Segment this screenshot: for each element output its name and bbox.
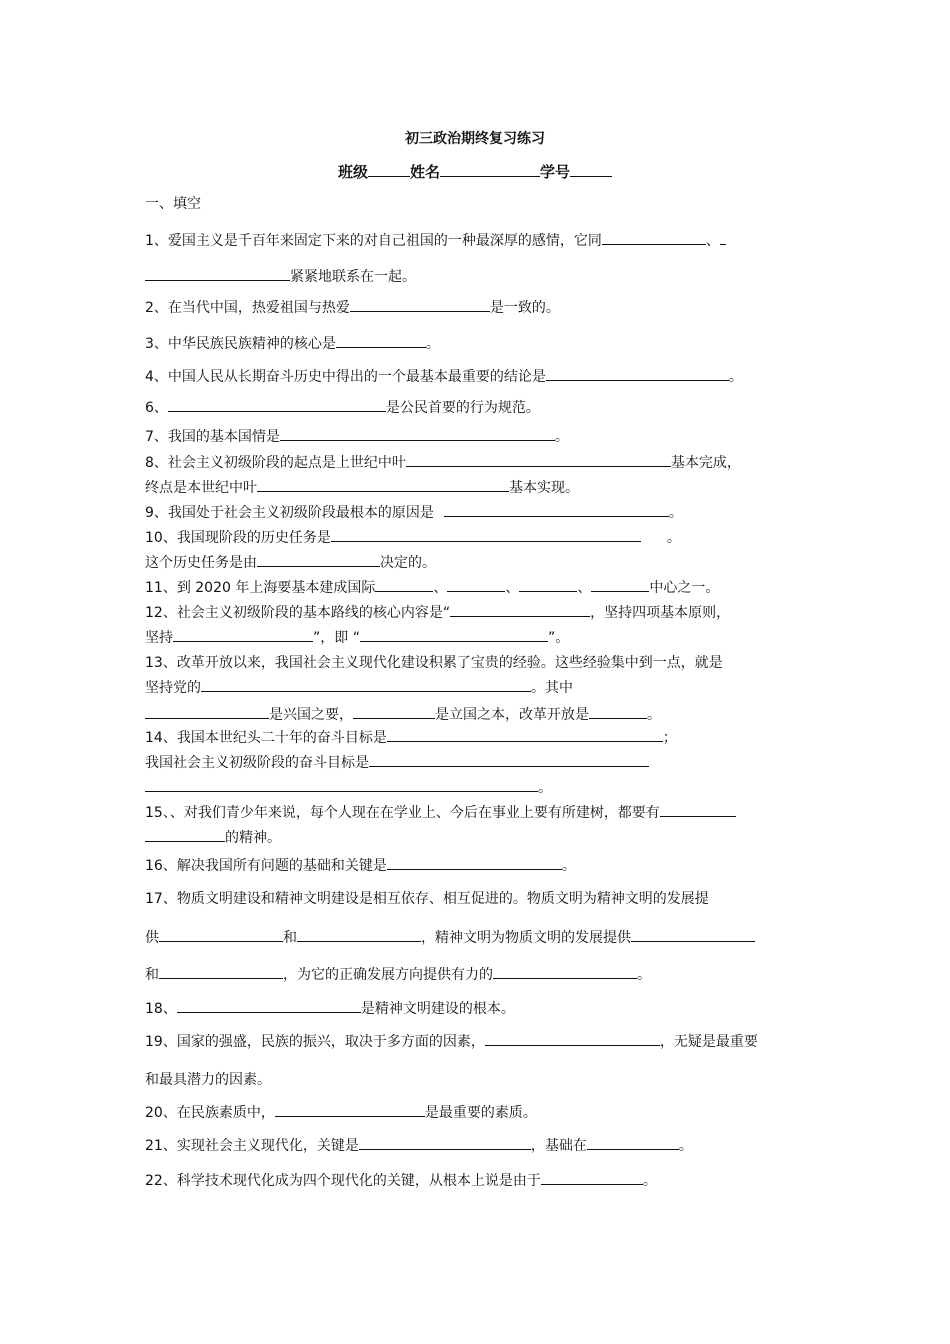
student-info-line [0, 161, 950, 182]
blank[interactable] [602, 230, 706, 245]
blank[interactable] [145, 266, 290, 281]
question-14-line-2: 我国社会主义初级阶段的奋斗目标是 [145, 754, 649, 772]
blank[interactable] [485, 1033, 660, 1046]
question-4: 4、中国人民从长期奋斗历史中得出的一个最基本最重要的结论是 。 [145, 366, 743, 386]
blank[interactable] [359, 1137, 531, 1150]
question-7: 7、我国的基本国情是 。 [145, 429, 569, 445]
blank[interactable] [297, 929, 421, 942]
blank[interactable] [444, 504, 669, 517]
blank[interactable] [201, 679, 531, 692]
blank[interactable] [145, 779, 538, 792]
blank[interactable] [493, 966, 637, 979]
blank[interactable] [168, 399, 386, 412]
question-19-line-1: 19、国家的强盛，民族的振兴，取决于多方面的因素， ，无疑是最重要 [145, 1034, 758, 1050]
question-8-line-1: 8、社会主义初级阶段的起点是上世纪中叶 基本完成， [145, 455, 741, 471]
question-2: 2、在当代中国，热爱祖国与热爱 是一致的。 [145, 300, 560, 316]
blank[interactable] [145, 829, 225, 842]
blank[interactable] [589, 704, 647, 719]
student-id-label: 学号 [540, 163, 571, 181]
blank[interactable] [350, 299, 490, 312]
question-9: 9、我国处于社会主义初级阶段最根本的原因是 。 [145, 505, 683, 521]
question-17-line-1: 17、物质文明建设和精神文明建设是相互依存、相互促进的。物质文明为精神文明的发展提 [145, 891, 709, 907]
blank[interactable] [360, 629, 548, 642]
class-label: 班级 [337, 163, 368, 181]
blank[interactable] [591, 579, 649, 592]
question-19-line-2: 和最具潜力的因素。 [145, 1072, 271, 1088]
question-15-line-2: 的精神。 [145, 829, 281, 847]
blank[interactable] [375, 579, 433, 592]
class-blank[interactable] [368, 162, 410, 177]
student-id-blank[interactable] [570, 162, 612, 177]
blank[interactable] [587, 1137, 679, 1150]
question-16: 16、解决我国所有问题的基础和关键是 。 [145, 858, 576, 874]
blank[interactable] [173, 629, 313, 642]
blank[interactable] [331, 529, 641, 542]
blank[interactable] [177, 1000, 361, 1013]
blank[interactable] [159, 929, 283, 942]
question-1-line-2: 紧紧地联系在一起。 [145, 266, 416, 286]
question-22: 22、科学技术现代化成为四个现代化的关键，从根本上说是由于 。 [145, 1170, 657, 1190]
question-1-line-1: 1、爱国主义是千百年来固定下来的对自己祖国的一种最深厚的感情，它同 、 [145, 230, 726, 250]
blank[interactable] [275, 1104, 425, 1117]
question-17-line-3: 和 ，为它的正确发展方向提供有力的 。 [145, 967, 651, 983]
question-21: 21、实现社会主义现代化，关键是 ，基础在 。 [145, 1138, 693, 1154]
blank[interactable] [159, 966, 283, 979]
question-18: 18、 是精神文明建设的根本。 [145, 1001, 515, 1017]
question-10-line-1: 10、我国现阶段的历史任务是 。 [145, 530, 681, 546]
blank[interactable] [519, 579, 577, 592]
blank[interactable] [145, 704, 269, 719]
question-15-line-1: 15、、对我们青少年来说，每个人现在在学业上、今后在事业上要有所建树，都要有 [145, 804, 736, 822]
blank[interactable] [257, 479, 509, 492]
blank[interactable] [387, 857, 562, 870]
blank[interactable] [336, 333, 426, 348]
question-13-line-2: 坚持党的 。其中 [145, 680, 573, 696]
blank[interactable] [280, 428, 555, 441]
blank[interactable] [257, 554, 380, 567]
blank[interactable] [450, 604, 590, 617]
section-heading: 一、填空 [145, 196, 201, 212]
blank[interactable] [406, 454, 671, 467]
question-11: 11、到 2020 年上海要基本建成国际 、 、 、 中心之一。 [145, 580, 720, 596]
page-title: 初三政治期终复习练习 [405, 131, 545, 147]
question-14-line-1: 14、我国本世纪头二十年的奋斗目标是 ； [145, 730, 677, 746]
blank[interactable] [660, 804, 736, 817]
question-12-line-2: 坚持 ”，即 “ ”。 [145, 630, 570, 646]
question-14-line-3: 。 [145, 779, 552, 797]
blank[interactable] [447, 579, 505, 592]
blank[interactable] [387, 729, 663, 742]
question-8-line-2: 终点是本世纪中叶 基本实现。 [145, 480, 579, 496]
question-10-line-2: 这个历史任务是由 决定的。 [145, 555, 436, 571]
blank[interactable] [369, 754, 649, 767]
question-3: 3、中华民族民族精神的核心是 。 [145, 333, 440, 353]
blank[interactable] [546, 366, 729, 381]
question-20: 20、在民族素质中， 是最重要的素质。 [145, 1105, 537, 1121]
name-label: 姓名 [409, 163, 440, 181]
question-13-line-1: 13、改革开放以来，我国社会主义现代化建设积累了宝贵的经验。这些经验集中到一点，就是 [145, 655, 723, 671]
blank[interactable] [720, 230, 726, 245]
question-17-line-2: 供 和 ，精神文明为物质文明的发展提供 [145, 929, 755, 947]
question-6: 6、 是公民首要的行为规范。 [145, 400, 540, 416]
name-blank[interactable] [440, 162, 540, 177]
question-13-line-3: 是兴国之要， 是立国之本，改革开放是 。 [145, 704, 661, 724]
blank[interactable] [541, 1170, 643, 1185]
blank[interactable] [631, 929, 755, 942]
blank[interactable] [353, 704, 435, 719]
question-12-line-1: 12、社会主义初级阶段的基本路线的核心内容是“ ，坚持四项基本原则， [145, 605, 731, 621]
